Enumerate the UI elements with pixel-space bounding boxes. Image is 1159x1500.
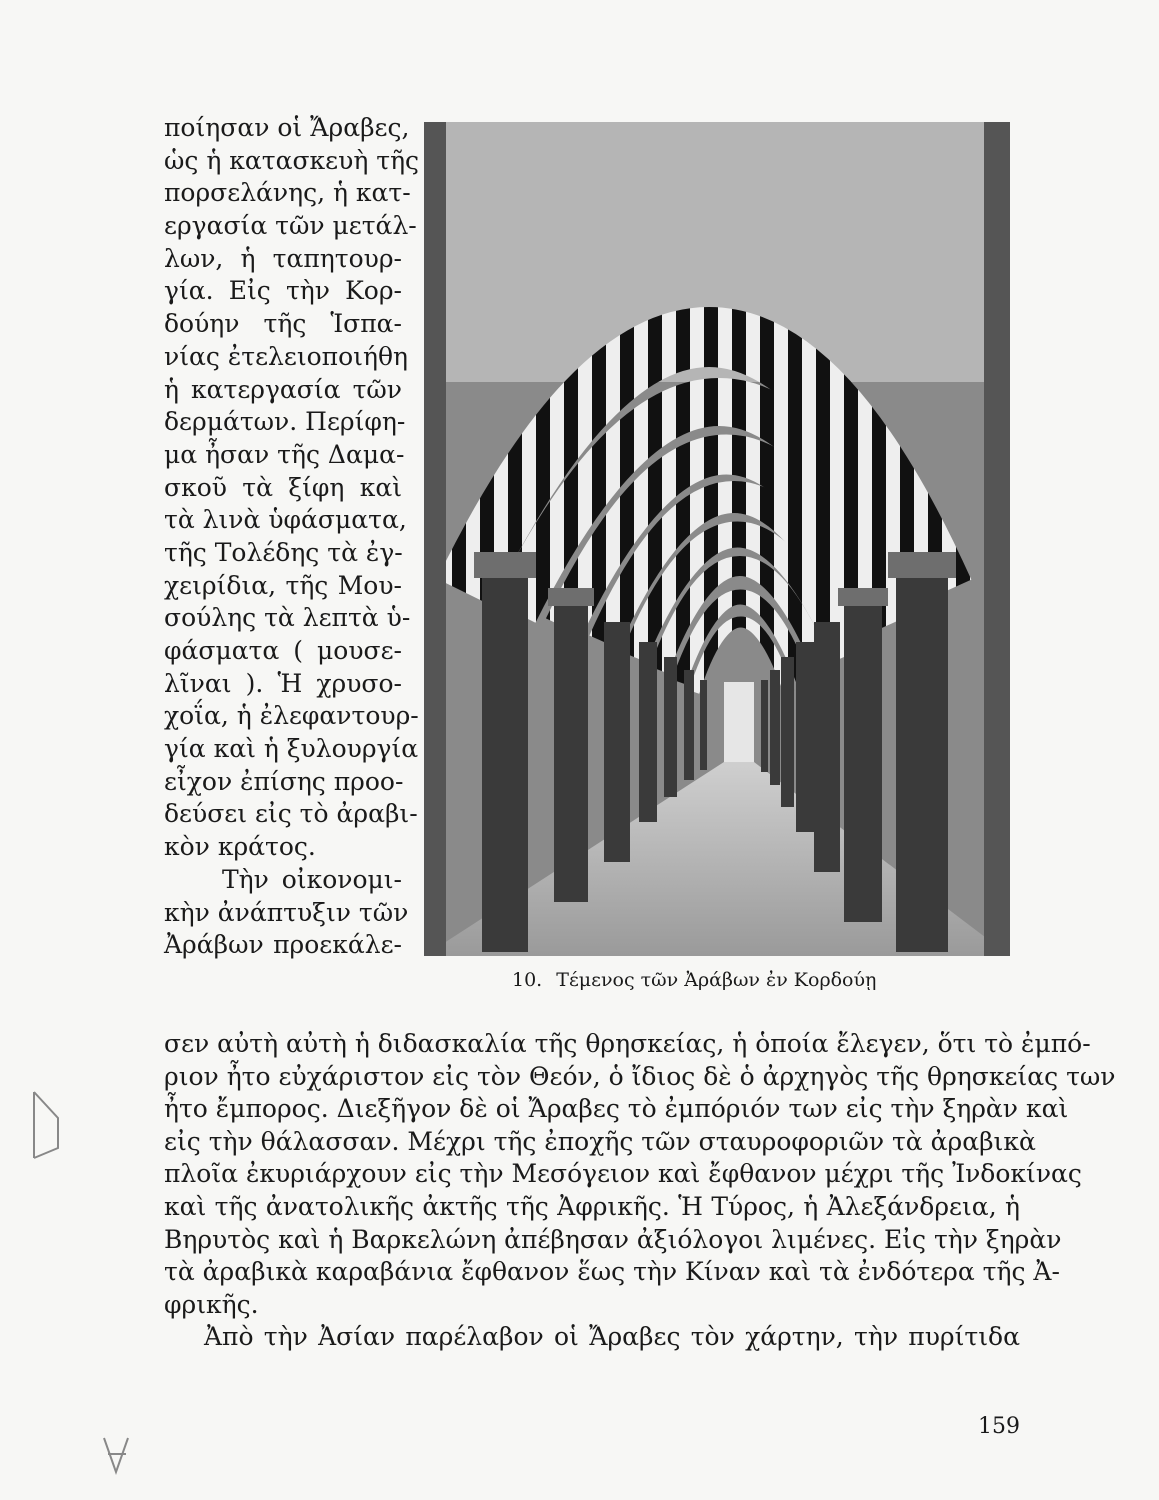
text-line: ἡ κατεργασία τῶν [164,374,402,404]
text-line: πλοῖα ἐκυριάρχουν εἰς τὴν Μεσόγειον καὶ ἔφθανον μέχρι τῆς Ἰνδοκίνας [164,1159,1082,1189]
text-line: ποίησαν οἱ Ἄραβες, [164,113,410,142]
text-line: γία. Εἰς τὴν Κορ- [164,276,402,306]
figure-caption [512,968,952,992]
text-line: σούλης τὰ λεπτὰ ὑ- [164,603,411,633]
text-line: φρικῆς. [164,1289,259,1319]
text-line: ριον ἦτο εὐχάριστον εἰς τὸν Θεόν, ὁ ἴδιος δὲ ὁ ἀρχηγὸς τῆς θρησκείας των [164,1061,1116,1091]
pencil-arrow-mark-icon [96,1434,136,1478]
text-line: καὶ τῆς ἀνατολικῆς ἀκτῆς τῆς Ἀφρικῆς. Ἡ Τύρος, ἡ Ἀλεξάνδρεια, ἡ [164,1191,1020,1221]
text-line: πορσελάνης, ἡ κατ- [164,178,411,208]
page-number: 159 [978,1414,1020,1439]
text-line: σκοῦ τὰ ξίφη καὶ [164,472,402,502]
text-line: φάσματα ( μουσε- [164,636,402,665]
pencil-margin-mark-icon [28,1088,72,1164]
text-line: εἰς τὴν θάλασσαν. Μέχρι τῆς ἐποχῆς τῶν σταυροφοριῶν τὰ ἀραβικὰ [164,1126,1036,1156]
text-line: γία καὶ ἡ ξυλουργία [164,734,419,764]
text-line: τῆς Τολέδης τὰ ἐγ- [164,537,403,567]
text-line: τὰ λινὰ ὑφάσματα, [164,505,407,535]
text-line: Ἀράβων προεκάλε- [164,930,402,960]
text-line: νίας ἐτελειοποιήθη [164,341,408,371]
text-line: λῖναι ). Ἡ χρυσο- [164,668,402,698]
left-column-text [164,112,420,962]
text-line: δερμάτων. Περίφη- [164,407,406,437]
text-line: κὸν κράτος. [164,832,316,862]
text-line: λων, ἡ ταπητουρ- [164,243,402,273]
arches-illustration [424,122,1010,956]
text-line: δεύσει εἰς τὸ ἀραβι- [164,799,418,829]
figure-number: 10. [512,969,543,991]
paragraph-start-line: Ἀπὸ τὴν Ἀσίαν παρέλαβον οἱ Ἄραβες τὸν χάρτην, τὴν πυρίτιδα [204,1322,1020,1352]
text-line: χειρίδια, τῆς Μου- [164,570,402,600]
text-line: χοΐα, ἡ ἐλεφαντουρ- [164,701,419,731]
text-line: εἶχον ἐπίσης προο- [164,766,404,796]
text-line: ἦτο ἔμπορος. Διεξῆγον δὲ οἱ Ἄραβες τὸ ἐμπόριόν των εἰς τὴν ξηρὰν καὶ [164,1094,1069,1124]
figure-caption-text: Τέμενος τῶν Ἀράβων ἐν Κορδούῃ [556,969,877,991]
paragraph-start-line: Τὴν οἰκονομι- [222,864,402,894]
text-line: εργασία τῶν μετάλ- [164,211,417,241]
text-line: σεν αὐτὴ αὐτὴ ἡ διδασκαλία τῆς θρησκείας, ἡ ὁποία ἔλεγεν, ὅτι τὸ ἐμπό- [164,1029,1091,1058]
text-line: τὰ ἀραβικὰ καραβάνια ἔφθανον ἕως τὴν Κίναν καὶ τὰ ἐνδότερα τῆς Ἀ- [164,1257,1060,1287]
text-line: ὡς ἡ κατασκευὴ τῆς [164,145,420,175]
text-line: κὴν ἀνάπτυξιν τῶν [164,897,409,927]
full-width-text [164,1028,1116,1354]
text-line: μα ἦσαν τῆς Δαμα- [164,439,405,469]
text-line: Βηρυτὸς καὶ ἡ Βαρκελώνη ἀπέβησαν ἀξιόλογοι λιμένες. Εἰς τὴν ξηρὰν [164,1224,1062,1254]
text-line: δούην τῆς Ἱσπα- [164,309,402,339]
mosque-photograph [424,122,1010,956]
